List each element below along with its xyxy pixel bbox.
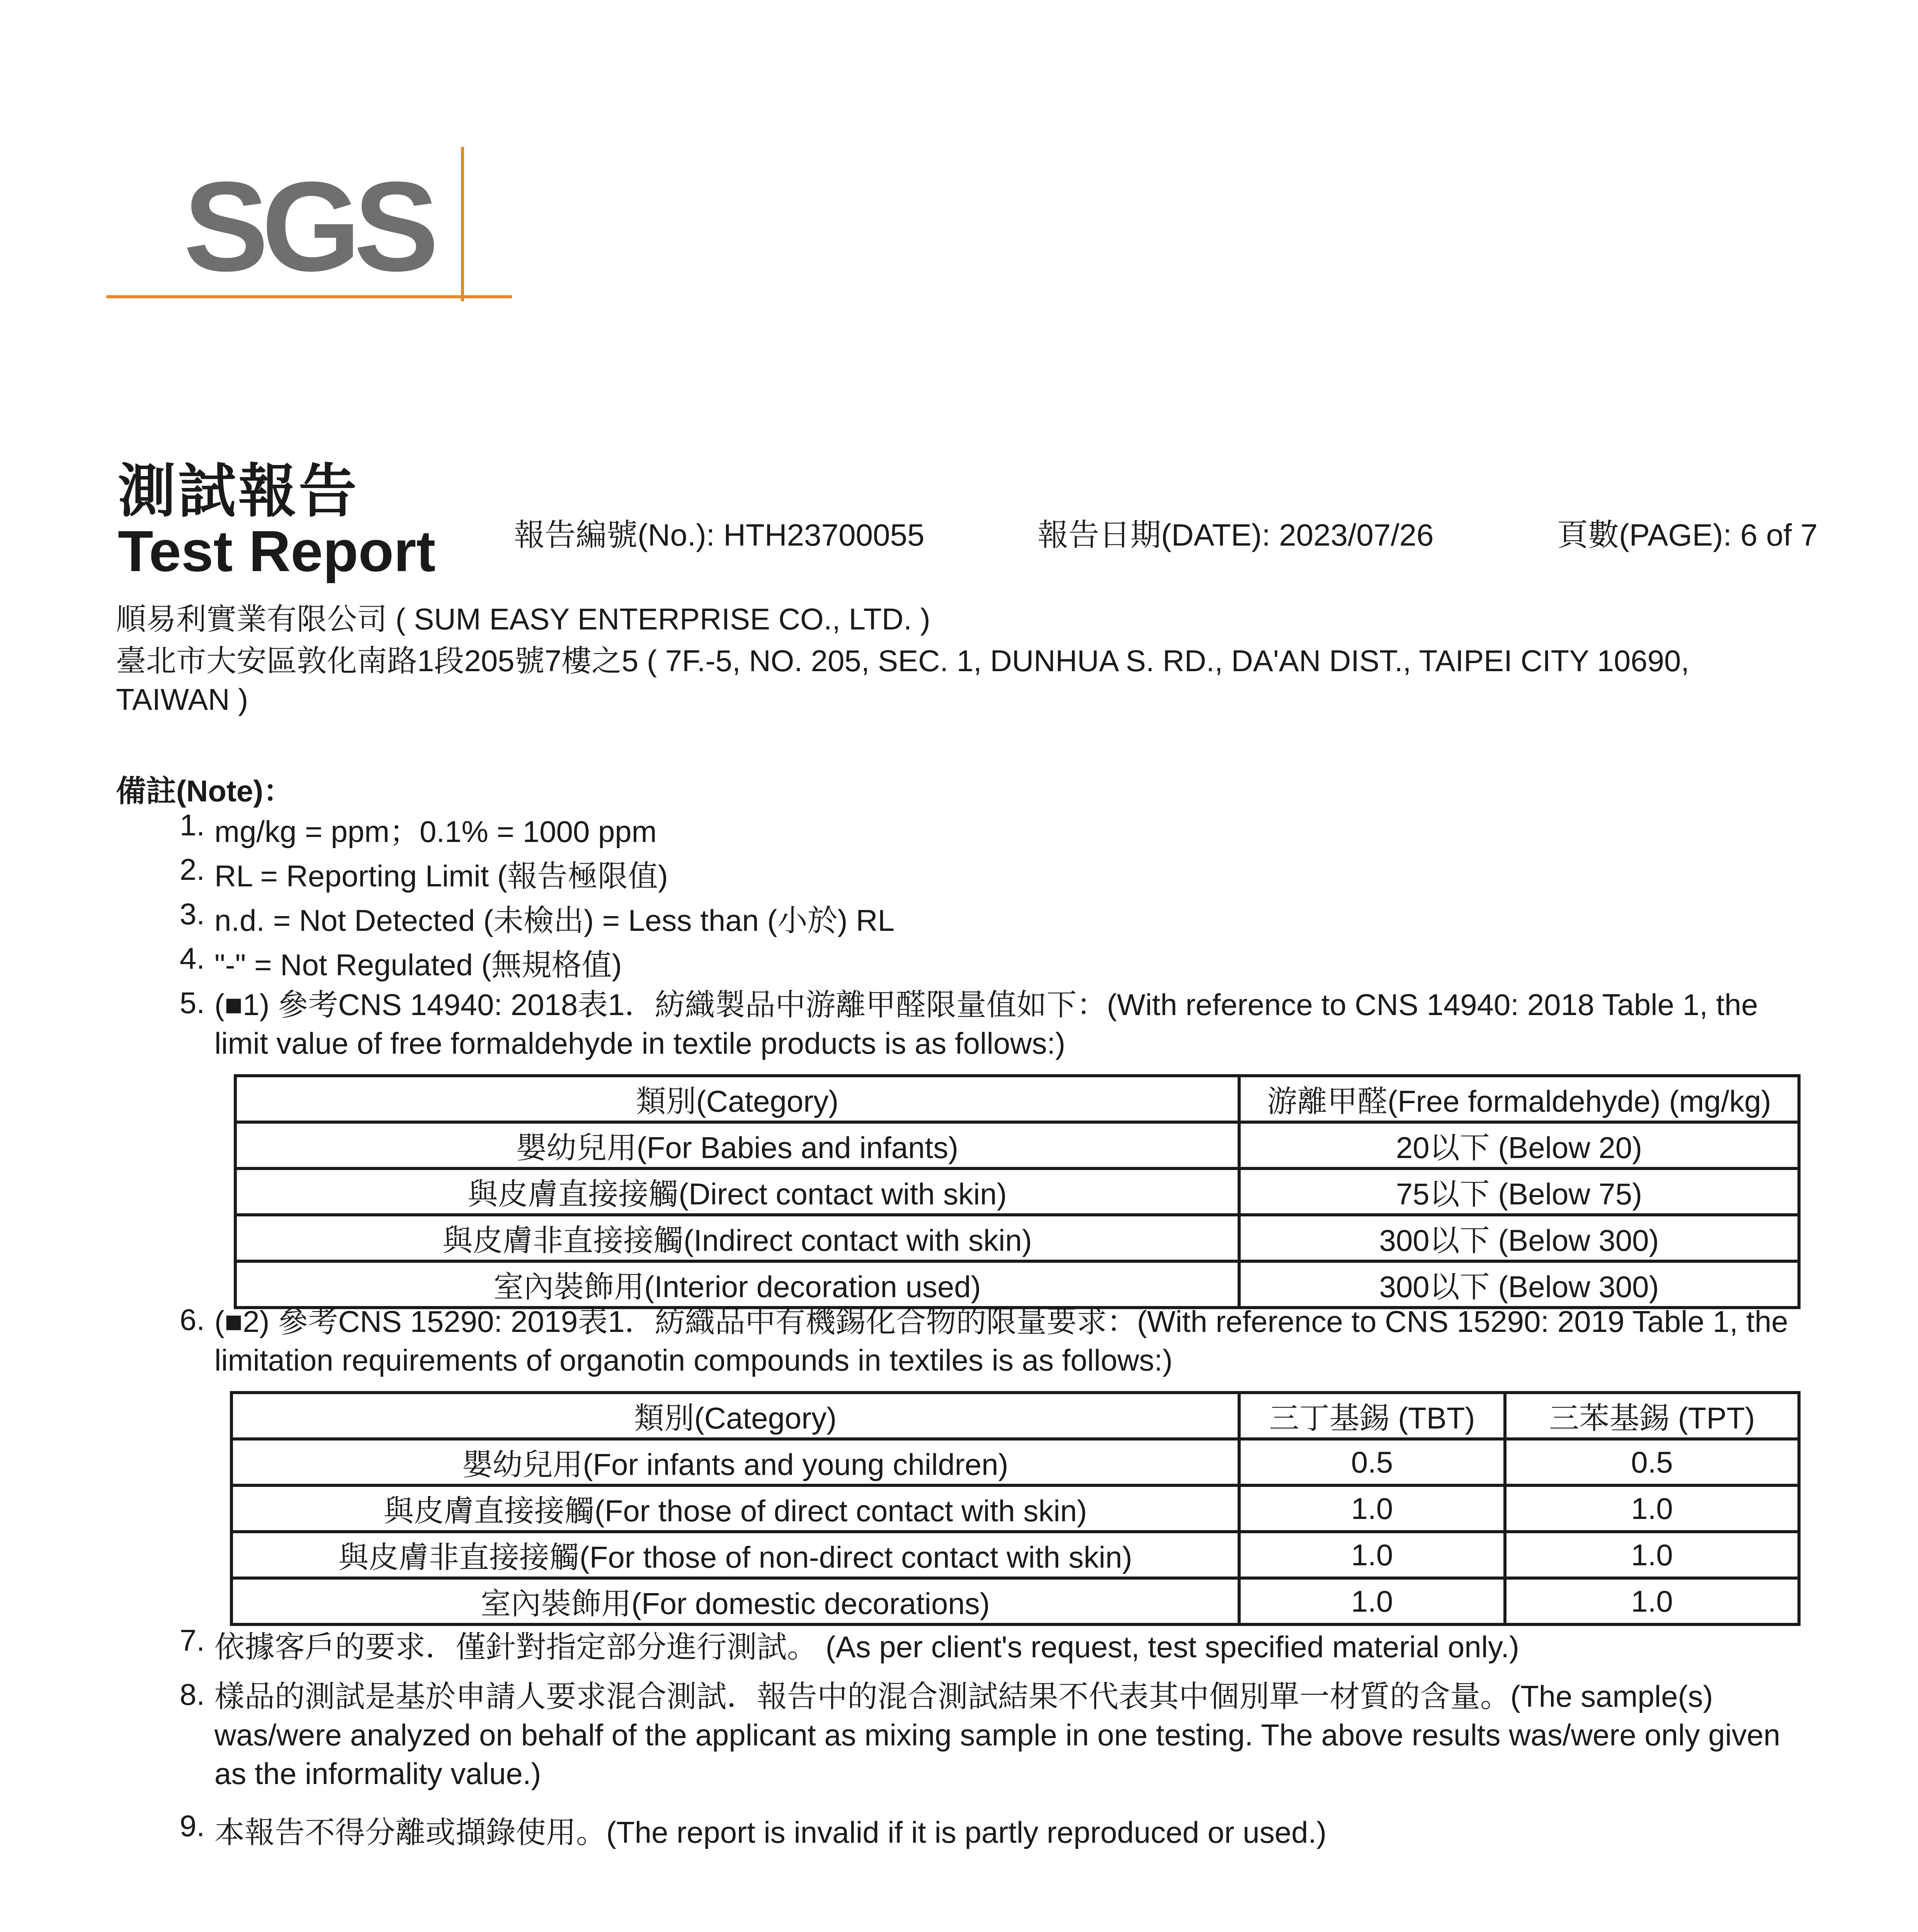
table-cell: 1.0 <box>1239 1578 1505 1624</box>
note-number: 3. <box>179 897 205 931</box>
table-cell: 1.0 <box>1239 1485 1505 1532</box>
note-number: 9. <box>179 1809 205 1843</box>
note-text: n.d. = Not Detected (未檢出) = Less than (小於) RL <box>214 903 894 937</box>
table-cell: 室內裝飾用(Interior decoration used) <box>235 1261 1239 1308</box>
table-row <box>231 1532 1799 1578</box>
page-number: 頁數(PAGE): 6 of 7 <box>1557 518 1818 552</box>
table-cell: 75以下 (Below 75) <box>1239 1168 1799 1215</box>
note-heading: 備註(Note)： <box>116 774 294 808</box>
table-row <box>231 1578 1799 1624</box>
table-cell: 1.0 <box>1239 1532 1505 1578</box>
table-cell: 與皮膚非直接接觸(Indirect contact with skin) <box>235 1215 1239 1261</box>
table-row <box>235 1168 1799 1215</box>
title-chinese: 測試報告 <box>118 459 359 524</box>
sgs-logo-text: SGS <box>184 155 432 298</box>
table-cell: 與皮膚直接接觸(Direct contact with skin) <box>235 1168 1239 1215</box>
note-text: 本報告不得分離或擷錄使用。(The report is invalid if it is partly reproduced or used.) <box>214 1815 1327 1849</box>
table-header-cell: 類別(Category) <box>235 1076 1239 1122</box>
note-number: 1. <box>179 808 205 842</box>
note-number: 6. <box>179 1303 205 1337</box>
client-company: 順易利實業有限公司 ( SUM EASY ENTERPRISE CO., LTD. ) <box>116 602 930 636</box>
note-text: 樣品的測試是基於申請人要求混合測試．報告中的混合測試結果不代表其中個別單一材質的含量。(The sample(s) was/were analyzed on behalf of the applicant as mixing sample in one testing. The above results was/were only given as the informality value.) <box>214 1679 1780 1791</box>
note-text: (■2) 參考CNS 15290: 2019表1．紡織品中有機錫化合物的限量要求：(With reference to CNS 15290: 2019 Table 1, the limitation requirements of organotin compounds in textiles is as follows:) <box>214 1304 1788 1377</box>
table-cell: 嬰幼兒用(For infants and young children) <box>231 1439 1239 1485</box>
table-cell: 0.5 <box>1239 1439 1505 1485</box>
note-text: mg/kg = ppm；0.1% = 1000 ppm <box>214 815 657 849</box>
note-text: RL = Reporting Limit (報告極限值) <box>214 859 668 893</box>
table-cell: 與皮膚非直接接觸(For those of non-direct contact with skin) <box>231 1532 1239 1578</box>
table-cell: 300以下 (Below 300) <box>1239 1215 1799 1261</box>
table-cell: 1.0 <box>1505 1532 1799 1578</box>
table-cell: 300以下 (Below 300) <box>1239 1261 1799 1308</box>
table-row <box>235 1215 1799 1261</box>
note-number: 2. <box>179 852 205 886</box>
organotin-table <box>230 1391 1801 1626</box>
note-number: 8. <box>179 1677 205 1711</box>
table-cell: 室內裝飾用(For domestic decorations) <box>231 1578 1239 1624</box>
note-text: 依據客戶的要求．僅針對指定部分進行測試。 (As per client's request, test specified material only.) <box>214 1630 1519 1664</box>
table-cell: 0.5 <box>1505 1439 1799 1485</box>
table-row <box>235 1261 1799 1308</box>
table-header-cell: 類別(Category) <box>231 1393 1239 1439</box>
table-header-cell: 三丁基錫 (TBT) <box>1239 1393 1505 1439</box>
client-address: 臺北市大安區敦化南路1段205號7樓之5 ( 7F.-5, NO. 205, SEC. 1, DUNHUA S. RD., DA'AN DIST., TAIPEI CITY 10690, TAIWAN ) <box>116 644 1690 716</box>
table-header-row <box>231 1393 1799 1439</box>
table-row <box>231 1439 1799 1485</box>
table-cell: 1.0 <box>1505 1485 1799 1532</box>
report-number: 報告編號(No.): HTH23700055 <box>514 518 925 552</box>
note-text: (■1) 參考CNS 14940: 2018表1．紡織製品中游離甲醛限量值如下：(With reference to CNS 14940: 2018 Table 1, the limit value of free formaldehyde in textile products is as follows:) <box>214 988 1758 1060</box>
table-cell: 20以下 (Below 20) <box>1239 1122 1799 1168</box>
note-text: "-" = Not Regulated (無規格值) <box>214 948 622 982</box>
sgs-logo <box>106 147 520 309</box>
table-header-cell: 三苯基錫 (TPT) <box>1505 1393 1799 1439</box>
formaldehyde-table <box>234 1074 1801 1309</box>
table-cell: 1.0 <box>1505 1578 1799 1624</box>
table-cell: 與皮膚直接接觸(For those of direct contact with skin) <box>231 1485 1239 1532</box>
note-number: 4. <box>179 941 205 975</box>
table-header-row <box>235 1076 1799 1122</box>
report-date: 報告日期(DATE): 2023/07/26 <box>1037 518 1434 552</box>
note-number: 7. <box>179 1623 205 1657</box>
title-english: Test Report <box>118 519 436 583</box>
table-header-cell: 游離甲醛(Free formaldehyde) (mg/kg) <box>1239 1076 1799 1122</box>
table-cell: 嬰幼兒用(For Babies and infants) <box>235 1122 1239 1168</box>
note-number: 5. <box>179 986 205 1020</box>
table-row <box>235 1122 1799 1168</box>
table-row <box>231 1485 1799 1532</box>
